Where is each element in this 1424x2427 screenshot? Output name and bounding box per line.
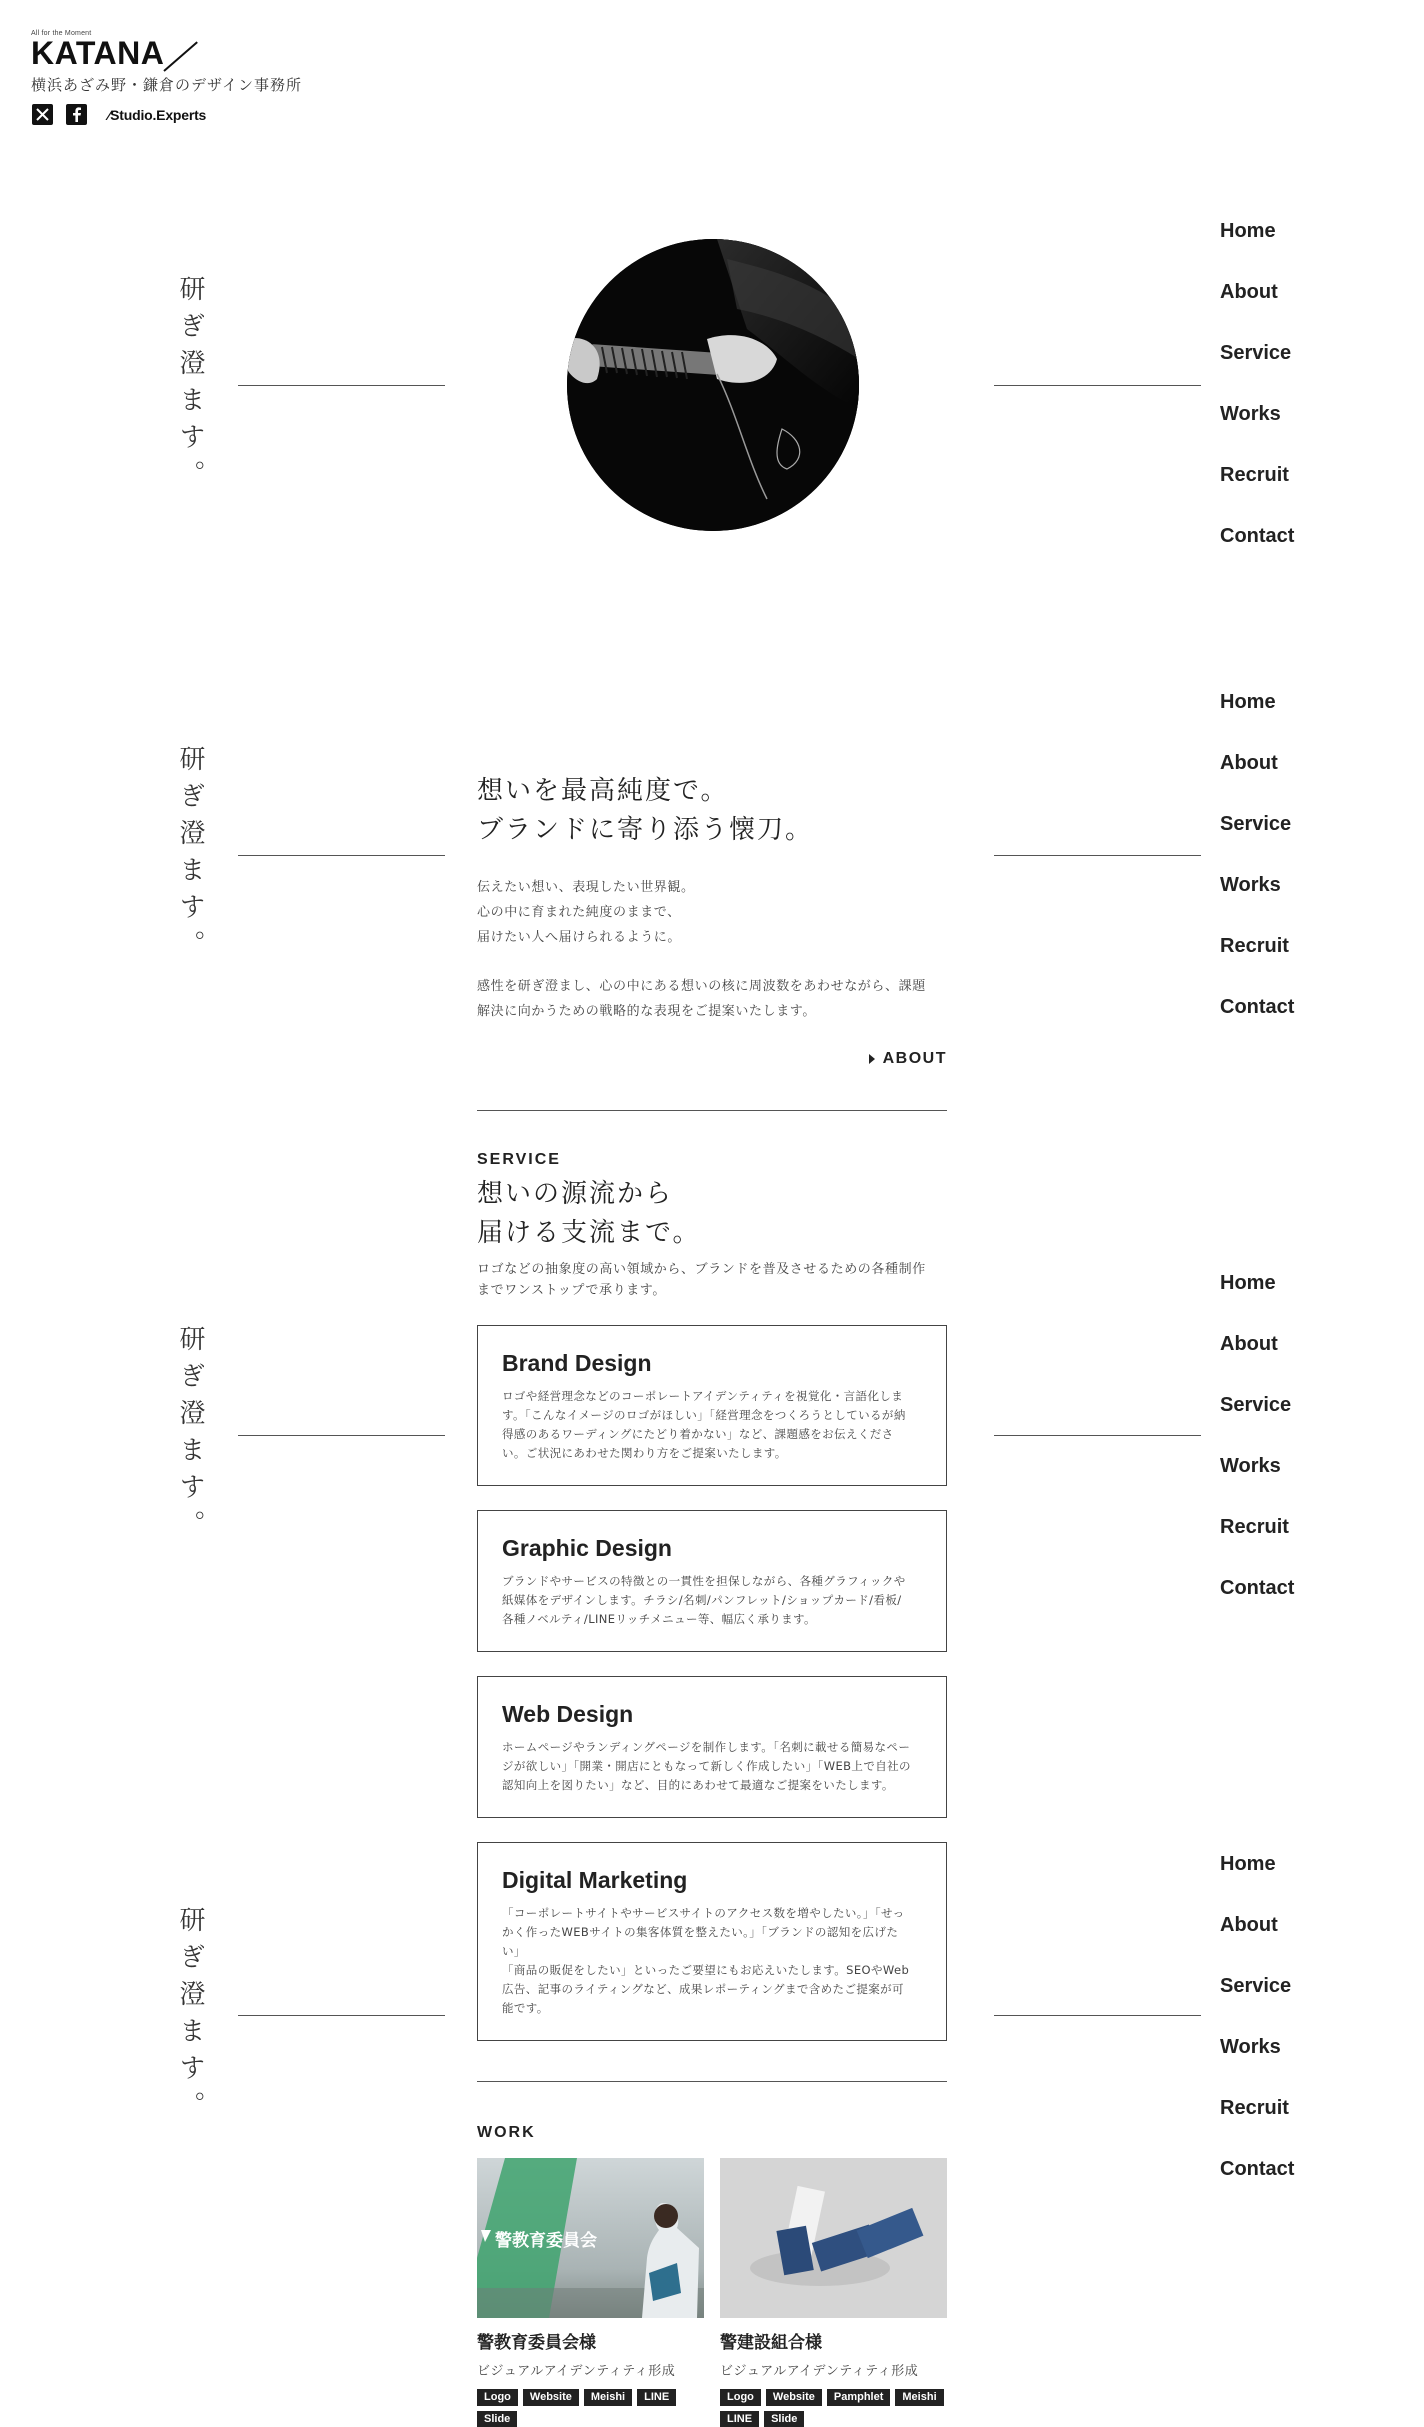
left-rule xyxy=(238,855,445,856)
nav-home[interactable]: Home xyxy=(1220,691,1276,713)
work-subtitle: ビジュアルアイデンティティ形成 xyxy=(477,2364,676,2379)
about-heading-line: 想いを最高純度で。 xyxy=(477,776,729,806)
nav-recruit[interactable]: Recruit xyxy=(1220,1516,1289,1538)
left-rule xyxy=(238,1435,445,1436)
card-line: い。ご状況にあわせた関わり方をご提案いたします。 xyxy=(502,1446,787,1460)
side-nav xyxy=(1220,1854,1294,2220)
tag: Meishi xyxy=(895,2389,943,2406)
nav-works[interactable]: Works xyxy=(1220,874,1281,896)
nav-about[interactable]: About xyxy=(1220,281,1278,303)
section-divider xyxy=(477,1110,947,1111)
work-subtitle: ビジュアルアイデンティティ形成 xyxy=(720,2364,919,2379)
logo-slash xyxy=(164,41,199,71)
service-desc-line: までワンストップで承ります。 xyxy=(477,1283,666,1298)
about-heading xyxy=(477,772,947,850)
work-item[interactable] xyxy=(720,2158,947,2427)
card-text xyxy=(502,1738,922,1795)
triangle-right-icon xyxy=(869,1054,875,1064)
tag: Website xyxy=(766,2389,822,2406)
tag: LINE xyxy=(720,2411,759,2427)
card-line: ブランドやサービスの特徴との一貫性を担保しながら、各種グラフィックや xyxy=(502,1574,906,1588)
service-desc-line: ロゴなどの抽象度の高い領域から、ブランドを普及させるための各種制作 xyxy=(477,1262,926,1277)
facebook-icon[interactable] xyxy=(66,104,87,125)
logo[interactable] xyxy=(31,30,164,71)
right-rule xyxy=(994,1435,1201,1436)
about-text-line: 心の中に育まれた純度のままで、 xyxy=(477,905,681,920)
work-grid xyxy=(477,2158,947,2427)
service-card-digital-marketing[interactable] xyxy=(477,1842,947,2041)
work-item[interactable] xyxy=(477,2158,704,2427)
nav-service[interactable]: Service xyxy=(1220,813,1292,835)
work-image-caption: 警教育委員会 xyxy=(495,2231,597,2251)
work-thumbnail[interactable] xyxy=(720,2158,947,2318)
service-card-web-design[interactable] xyxy=(477,1676,947,1818)
about-text-line: 届けたい人へ届けられるように。 xyxy=(477,930,682,945)
about-text-line: 感性を研ぎ澄まし、心の中にある想いの核に周波数をあわせながら、課題 xyxy=(477,979,926,994)
nav-home[interactable]: Home xyxy=(1220,1853,1276,1875)
nav-contact[interactable]: Contact xyxy=(1220,525,1295,547)
about-heading-line: ブランドに寄り添う懐刀。 xyxy=(477,815,814,845)
nav-service[interactable]: Service xyxy=(1220,342,1292,364)
logo-text: KATANA xyxy=(31,35,165,71)
card-text xyxy=(502,1904,922,2018)
service-label: SERVICE xyxy=(477,1151,561,1168)
service-heading-line: 届ける支流まで。 xyxy=(477,1218,701,1248)
right-rule xyxy=(994,385,1201,386)
right-rule xyxy=(994,2015,1201,2016)
logo-wordmark xyxy=(31,37,164,71)
nav-service[interactable]: Service xyxy=(1220,1394,1292,1416)
vertical-tagline: 研ぎ澄ます。 xyxy=(175,1906,205,2128)
side-nav xyxy=(1220,1273,1294,1639)
work-tags xyxy=(720,2389,947,2427)
about-text-line: 伝えたい想い、表現したい世界観。 xyxy=(477,880,695,895)
card-text xyxy=(502,1572,922,1629)
side-nav xyxy=(1220,221,1294,587)
card-line: 得感のあるワーディングにたどり着かない」など、課題感をお伝えくださ xyxy=(502,1427,894,1441)
card-line: 「商品の販促をしたい」といったご要望にもお応えいたします。SEOやWeb xyxy=(502,1963,910,1977)
nav-home[interactable]: Home xyxy=(1220,1272,1276,1294)
nav-about[interactable]: About xyxy=(1220,1914,1278,1936)
work-label: WORK xyxy=(477,2124,536,2141)
tag: Logo xyxy=(477,2389,518,2406)
service-card-graphic-design[interactable] xyxy=(477,1510,947,1652)
vertical-tagline: 研ぎ澄ます。 xyxy=(175,1325,205,1547)
nav-recruit[interactable]: Recruit xyxy=(1220,464,1289,486)
nav-about[interactable]: About xyxy=(1220,752,1278,774)
tag: Website xyxy=(523,2389,579,2406)
nav-works[interactable]: Works xyxy=(1220,2036,1281,2058)
left-rule xyxy=(238,2015,445,2016)
service-heading-line: 想いの源流から xyxy=(477,1179,674,1209)
tag: Slide xyxy=(764,2411,804,2427)
service-heading xyxy=(477,1175,947,1253)
x-icon[interactable] xyxy=(32,104,53,125)
nav-contact[interactable]: Contact xyxy=(1220,1577,1295,1599)
about-text-line: 解決に向かうための戦略的な表現をご提案いたします。 xyxy=(477,1004,816,1019)
card-line: 「コーポレートサイトやサービスサイトのアクセス数を増やしたい。」「せっ xyxy=(502,1906,905,1920)
studio-experts-label: Studio.Experts xyxy=(110,106,207,123)
card-line: 能です。 xyxy=(502,2001,549,2015)
tagline: 横浜あざみ野・鎌倉のデザイン事務所 xyxy=(31,76,302,94)
work-tags xyxy=(477,2389,704,2427)
tag: Slide xyxy=(477,2411,517,2427)
service-description xyxy=(477,1259,947,1301)
nav-contact[interactable]: Contact xyxy=(1220,2158,1295,2180)
nav-contact[interactable]: Contact xyxy=(1220,996,1295,1018)
nav-works[interactable]: Works xyxy=(1220,403,1281,425)
card-text xyxy=(502,1387,922,1463)
card-line: 広告、記事のライティングなど、成果レポーティングまで含めたご提案が可 xyxy=(502,1982,904,1996)
card-line: かく作ったWEBサイトの集客体質を整えたい。」「ブランドの認知を広げたい」 xyxy=(502,1925,899,1958)
card-line: ホームページやランディングページを制作します。「名刺に載せる簡易なペー xyxy=(502,1740,911,1754)
card-line: ロゴや経営理念などのコーポレートアイデンティティを視覚化・言語化しま xyxy=(502,1389,904,1403)
right-rule xyxy=(994,855,1201,856)
social-links xyxy=(32,104,206,125)
logo-subtitle: All for the Moment xyxy=(31,30,92,37)
card-title: Web Design xyxy=(502,1701,634,1727)
card-line: 認知向上を図りたい」など、目的にあわせて最適なご提案をいたします。 xyxy=(502,1778,894,1792)
left-rule xyxy=(238,385,445,386)
tag: Logo xyxy=(720,2389,761,2406)
nav-recruit[interactable]: Recruit xyxy=(1220,935,1289,957)
card-line: ジが欲しい」「開業・開店にともなって新しく作成したい」「WEB上で自社の xyxy=(502,1759,911,1773)
card-line: 各種ノベルティ/LINEリッチメニュー等、幅広く承ります。 xyxy=(502,1612,816,1626)
work-thumbnail[interactable] xyxy=(477,2158,704,2318)
about-paragraph-1 xyxy=(477,875,947,950)
card-line: 紙媒体をデザインします。チラシ/名刺/パンフレット/ショップカード/看板/ xyxy=(502,1593,902,1607)
hero-katana-image xyxy=(567,239,859,531)
tag: LINE xyxy=(637,2389,676,2406)
studio-experts-link[interactable]: ⁄Studio.Experts xyxy=(108,106,207,123)
card-title: Graphic Design xyxy=(502,1535,672,1561)
service-card-brand-design[interactable] xyxy=(477,1325,947,1486)
work-title: 警建設組合様 xyxy=(720,2333,822,2353)
work-title: 警教育委員会様 xyxy=(477,2333,596,2353)
side-nav xyxy=(1220,692,1294,1058)
vertical-tagline: 研ぎ澄ます。 xyxy=(175,275,205,497)
vertical-tagline: 研ぎ澄ます。 xyxy=(175,745,205,967)
about-link[interactable] xyxy=(477,1050,947,1068)
card-title: Digital Marketing xyxy=(502,1867,688,1893)
main-content xyxy=(477,740,947,2427)
nav-service[interactable]: Service xyxy=(1220,1975,1292,1997)
nav-works[interactable]: Works xyxy=(1220,1455,1281,1477)
about-paragraph-2 xyxy=(477,974,947,1024)
card-title: Brand Design xyxy=(502,1350,652,1376)
nav-recruit[interactable]: Recruit xyxy=(1220,2097,1289,2119)
card-line: す。「こんなイメージのロゴがほしい」「経営理念をつくろうとしているが納 xyxy=(502,1408,906,1422)
tag: Pamphlet xyxy=(827,2389,891,2406)
nav-about[interactable]: About xyxy=(1220,1333,1278,1355)
about-link-label: ABOUT xyxy=(882,1050,947,1067)
section-divider xyxy=(477,2081,947,2082)
tag: Meishi xyxy=(584,2389,632,2406)
nav-home[interactable]: Home xyxy=(1220,220,1276,242)
